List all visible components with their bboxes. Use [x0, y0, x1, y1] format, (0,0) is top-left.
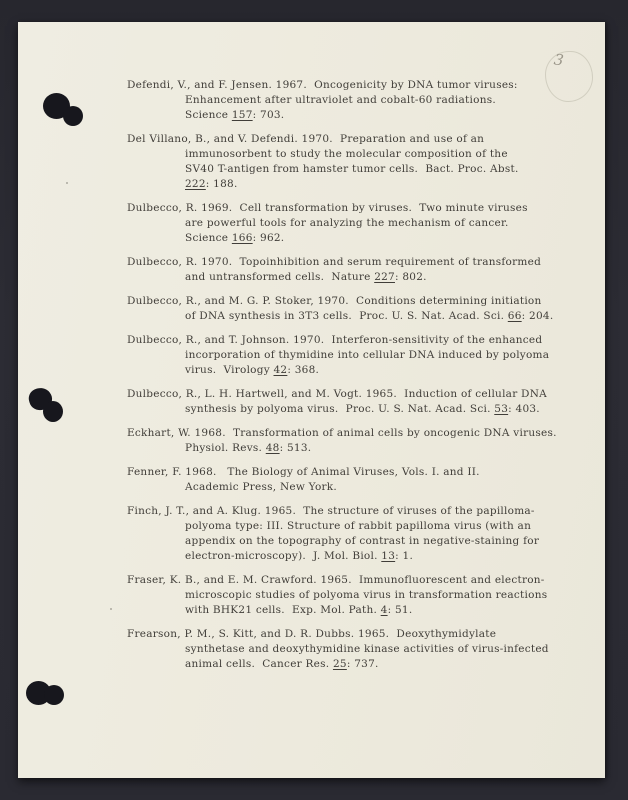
binder-dot — [63, 106, 83, 126]
volume-number: 48 — [265, 442, 280, 454]
reference-line: Dulbecco, R. 1969. Cell transformation by viruses. Two minute viruses — [127, 202, 528, 214]
reference-line: Frearson, P. M., S. Kitt, and D. R. Dubbs. 1965. Deoxythymidylate — [127, 628, 497, 640]
reference-line: with BHK21 cells. Exp. Mol. Path. 4: 51. — [185, 604, 413, 616]
reference-line: Dulbecco, R. 1970. Topoinhibition and serum requirement of transformed — [127, 256, 542, 268]
volume-number: 222 — [185, 178, 206, 190]
reference-entry — [127, 78, 613, 123]
reference-entry — [127, 387, 613, 417]
reference-line: 222: 188. — [185, 178, 238, 190]
volume-number: 157 — [231, 109, 253, 121]
reference-line: of DNA synthesis in 3T3 cells. Proc. U. S. Nat. Acad. Sci. 66: 204. — [185, 310, 554, 322]
document-page — [18, 22, 605, 778]
volume-number: 66 — [507, 310, 522, 322]
reference-line: and untransformed cells. Nature 227: 802. — [185, 271, 427, 283]
reference-line: Dulbecco, R., and M. G. P. Stoker, 1970. Conditions determining initiation — [127, 295, 542, 307]
reference-line: Fenner, F. 1968. The Biology of Animal Viruses, Vols. I. and II. — [127, 466, 480, 478]
reference-entry — [127, 132, 613, 192]
reference-line: synthetase and deoxythymidine kinase activities of virus-infected — [185, 643, 549, 655]
reference-line: are powerful tools for analyzing the mechanism of cancer. — [185, 217, 509, 229]
volume-number: 53 — [494, 403, 509, 415]
reference-entry — [127, 573, 613, 618]
reference-line: synthesis by polyoma virus. Proc. U. S. Nat. Acad. Sci. 53: 403. — [185, 403, 540, 415]
volume-number: 166 — [231, 232, 253, 244]
reference-line: Science 157: 703. — [185, 109, 285, 121]
binder-dot — [44, 685, 64, 705]
reference-line: immunosorbent to study the molecular composition of the — [185, 148, 508, 160]
volume-number: 227 — [374, 271, 395, 283]
volume-number: 25 — [332, 658, 347, 670]
volume-number: 42 — [273, 364, 288, 376]
reference-line: Eckhart, W. 1968. Transformation of animal cells by oncogenic DNA viruses. — [127, 427, 557, 439]
reference-line: electron-microscopy). J. Mol. Biol. 13: 1. — [185, 550, 414, 562]
binder-dot — [43, 401, 63, 422]
reference-line: Enhancement after ultraviolet and cobalt-60 radiations. — [185, 94, 496, 106]
paper-speck — [66, 182, 68, 184]
reference-entry — [127, 333, 613, 378]
reference-entry — [127, 294, 613, 324]
reference-line: appendix on the topography of contrast in negative-staining for — [185, 535, 540, 547]
reference-line: Science 166: 962. — [185, 232, 285, 244]
reference-line: Academic Press, New York. — [185, 481, 337, 493]
reference-entry — [127, 627, 613, 672]
reference-line: polyoma type: III. Structure of rabbit papilloma virus (with an — [185, 520, 532, 532]
handwritten-page-number: 3 — [552, 50, 565, 70]
reference-line: SV40 T-antigen from hamster tumor cells. Bact. Proc. Abst. — [185, 163, 519, 175]
reference-line: Finch, J. T., and A. Klug. 1965. The structure of viruses of the papilloma- — [127, 505, 535, 517]
reference-entry — [127, 426, 613, 456]
reference-line: microscopic studies of polyoma virus in transformation reactions — [185, 589, 548, 601]
reference-entry — [127, 255, 613, 285]
reference-line: animal cells. Cancer Res. 25: 737. — [185, 658, 379, 670]
volume-number: 13 — [381, 550, 396, 562]
reference-line: Dulbecco, R., and T. Johnson. 1970. Interferon-sensitivity of the enhanced — [127, 334, 543, 346]
reference-line: Dulbecco, R., L. H. Hartwell, and M. Vogt. 1965. Induction of cellular DNA — [127, 388, 547, 400]
reference-line: Physiol. Revs. 48: 513. — [185, 442, 312, 454]
reference-entry — [127, 465, 613, 495]
reference-entry — [127, 201, 613, 246]
reference-list — [127, 78, 613, 681]
reference-line: incorporation of thymidine into cellular DNA induced by polyoma — [185, 349, 550, 361]
paper-speck — [110, 608, 112, 610]
reference-line: Del Villano, B., and V. Defendi. 1970. Preparation and use of an — [127, 133, 485, 145]
reference-line: virus. Virology 42: 368. — [185, 364, 320, 376]
reference-entry — [127, 504, 613, 564]
reference-line: Defendi, V., and F. Jensen. 1967. Oncogenicity by DNA tumor viruses: — [127, 79, 518, 91]
reference-line: Fraser, K. B., and E. M. Crawford. 1965. Immunofluorescent and electron- — [127, 574, 545, 586]
volume-number: 4 — [380, 604, 388, 616]
